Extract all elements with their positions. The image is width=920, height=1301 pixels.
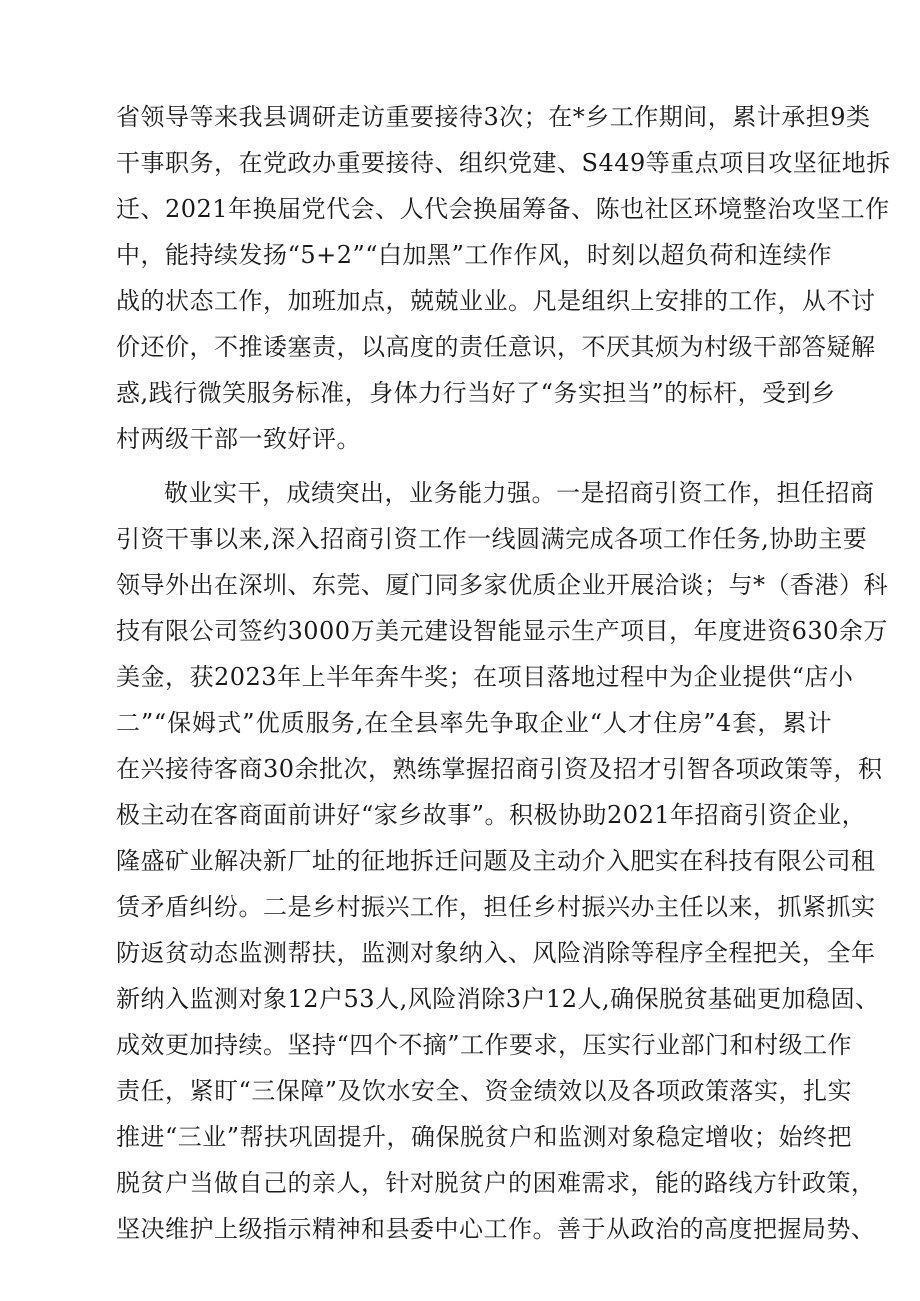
text-line: 干事职务，在党政办重要接待、组织党建、S449等重点项目攻坚征地拆 bbox=[116, 149, 891, 177]
paragraph-gap bbox=[116, 462, 832, 470]
text-line: 隆盛矿业解决新厂址的征地拆迁问题及主动介入肥实在科技有限公司租 bbox=[116, 847, 876, 875]
text-line: 省领导等来我县调研走访重要接待3次；在*乡工作期间，累计承担9类 bbox=[116, 103, 871, 131]
text-line: 坚决维护上级指示精神和县委中心工作。善于从政治的高度把握局势、 bbox=[116, 1215, 876, 1243]
document-body bbox=[116, 94, 891, 1252]
text-line: 责任，紧盯“三保障”及饮水安全、资金绩效以及各项政策落实，扎实 bbox=[116, 1077, 853, 1105]
text-line: 战的状态工作，加班加点，兢兢业业。凡是组织上安排的工作，从不讨 bbox=[116, 287, 876, 315]
text-line: 脱贫户当做自己的亲人，针对脱贫户的困难需求，能的路线方针政策， bbox=[116, 1169, 876, 1197]
paragraph-1 bbox=[116, 94, 891, 462]
paragraph-2 bbox=[116, 470, 888, 1252]
text-line: 领导外出在深圳、东莞、厦门同多家优质企业开展洽谈；与*（香港）科 bbox=[116, 571, 888, 599]
text-line: 美金，获2023年上半年奔牛奖；在项目落地过程中为企业提供“店小 bbox=[116, 663, 854, 691]
text-line: 技有限公司签约3000万美元建设智能显示生产项目，年度进资630余万 bbox=[116, 617, 888, 645]
text-line: 赁矛盾纠纷。二是乡村振兴工作，担任乡村振兴办主任以来，抓紧抓实 bbox=[116, 893, 876, 921]
text-line: 价还价，不推诿塞责，以高度的责任意识，不厌其烦为村级干部答疑解 bbox=[116, 333, 876, 361]
text-line: 在兴接待客商30余批次，熟练掌握招商引资及招才引智各项政策等，积 bbox=[116, 755, 883, 783]
text-line: 防返贫动态监测帮扶，监测对象纳入、风险消除等程序全程把关，全年 bbox=[116, 939, 876, 967]
text-line: 村两级干部一致好评。 bbox=[116, 425, 361, 453]
text-line: 极主动在客商面前讲好“家乡故事”。积极协助2021年招商引资企业， bbox=[116, 801, 867, 829]
text-line: 成效更加持续。坚持“四个不摘”工作要求，压实行业部门和村级工作 bbox=[116, 1031, 853, 1059]
text-line: 推进“三业”帮扶巩固提升，确保脱贫户和监测对象稳定增收；始终把 bbox=[116, 1123, 853, 1151]
text-line: 惑,践行微笑服务标准，身体力行当好了“务实担当”的标杆，受到乡 bbox=[116, 379, 836, 407]
text-line: 敬业实干，成绩突出，业务能力强。一是招商引资工作，担任招商 bbox=[164, 479, 875, 507]
text-line: 二”“保姆式”优质服务,在全县率先争取企业“人才住房”4套，累计 bbox=[116, 709, 832, 737]
text-line: 引资干事以来,深入招商引资工作一线圆满完成各项工作任务,协助主要 bbox=[116, 525, 868, 553]
text-line: 新纳入监测对象12户53人,风险消除3户12人,确保脱贫基础更加稳固、 bbox=[116, 985, 880, 1013]
text-line: 迁、2021年换届党代会、人代会换届筹备、陈也社区环境整治攻坚工作 bbox=[116, 195, 890, 223]
text-line: 中，能持续发扬“5+2”“白加黑”工作作风，时刻以超负荷和连续作 bbox=[116, 241, 832, 269]
